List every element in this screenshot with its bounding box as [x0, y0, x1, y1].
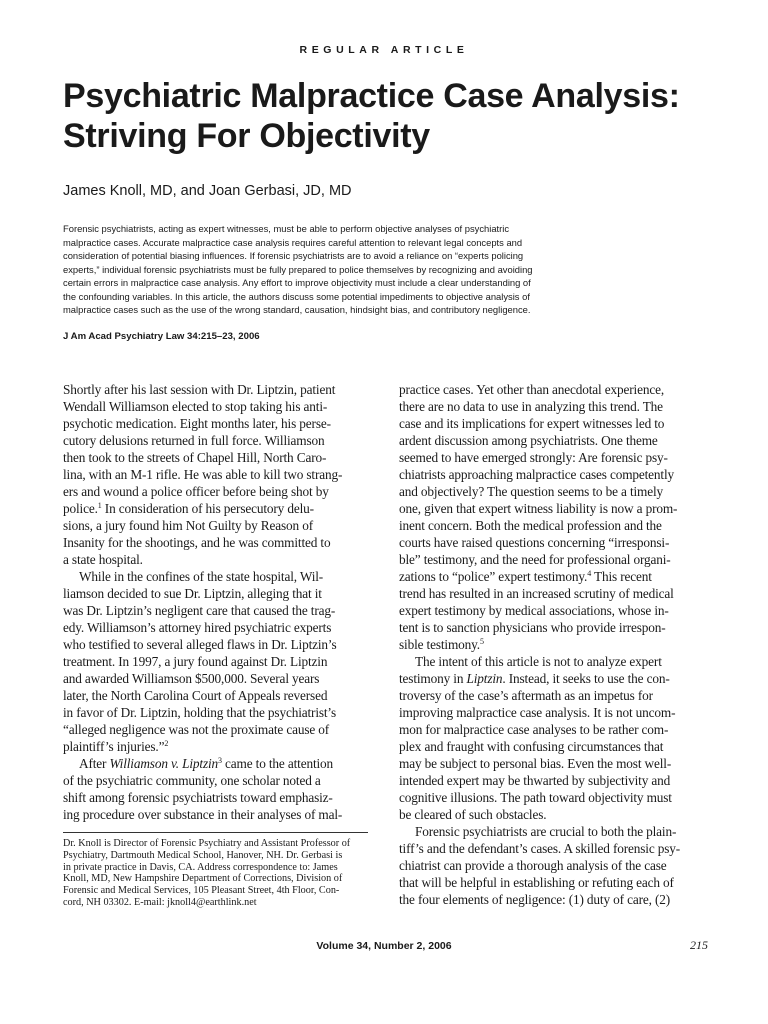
body-line: the four elements of negligence: (1) duty of care, (2) [399, 892, 671, 907]
footnote-line: Forensic and Medical Services, 105 Pleasant Street, 4th Floor, Con- [63, 885, 340, 897]
body-line: Wendall Williamson elected to stop taking his anti- [63, 399, 328, 414]
abstract-line: Forensic psychiatrists, acting as expert witnesses, must be able to perform objective analyses of psychiatric [63, 223, 510, 234]
body-line: lina, with an M-1 rifle. He was able to kill two strang- [63, 467, 343, 482]
title-line: Psychiatric Malpractice Case Analysis: [63, 77, 680, 115]
reference-marker: 3 [218, 756, 222, 765]
body-line: ardent discussion among psychiatrists. One theme [399, 433, 658, 448]
body-line: tiff’s and the defendant’s cases. A skilled forensic psy- [399, 841, 681, 856]
body-line: edy. Williamson’s attorney hired psychiatric experts [63, 620, 332, 635]
abstract [63, 222, 703, 317]
body-line: that will be helpful in establishing or refuting each of [399, 875, 674, 890]
abstract-line: malpractice cases. Accurate malpractice case analysis requires careful attention to relevant legal concepts and [63, 236, 523, 248]
body-line: The intent of this article is not to analyze expert [415, 654, 662, 669]
abstract-line: experts,” individual forensic psychiatrists must be fully prepared to police themselves by recognizing and avoiding [63, 263, 533, 275]
body-line: treatment. In 1997, a jury found against Dr. Liptzin [63, 654, 328, 669]
body-line: who testified to several alleged flaws in Dr. Liptzin’s [63, 637, 337, 652]
body-line: and awarded Williamson $500,000. Several years [63, 671, 320, 686]
page-number: 215 [690, 938, 708, 952]
body-line: shift among forensic psychiatrists toward emphasiz- [63, 790, 333, 805]
article-title [63, 76, 723, 156]
footnote-line: cord, NH 03302. E-mail: jknoll4@earthlink.net [63, 896, 257, 908]
body-line: Shortly after his last session with Dr. Liptzin, patient [63, 382, 336, 397]
body-line: in favor of Dr. Liptzin, holding that the psychiatrist’s [63, 705, 337, 720]
body-line: be cleared of such obstacles. [399, 807, 547, 822]
body-line: may be subject to personal bias. Even the most well- [399, 756, 672, 771]
abstract-line: certain errors in malpractice case analysis. Any effort to improve objectivity must include a clear understanding of [63, 277, 531, 288]
body-line: and objectively? The question seems to be a timely [399, 484, 664, 499]
body-line: chiatrist can provide a thorough analysis of the case [399, 858, 667, 873]
body-line: a state hospital. [63, 552, 143, 567]
body-line: practice cases. Yet other than anecdotal experience, [399, 382, 665, 397]
body-line: mon for malpractice case analyses to be rather com- [399, 722, 669, 737]
title-line: Striving For Objectivity [63, 117, 430, 155]
body-line: liamson decided to sue Dr. Liptzin, alleging that it [63, 586, 322, 601]
body-line: ble” testimony, and the need for professional organi- [399, 552, 671, 567]
case-name: Williamson v. Liptzin [109, 756, 219, 771]
body-line: Forensic psychiatrists are crucial to both the plain- [415, 824, 677, 839]
body-line: was Dr. Liptzin’s negligent care that caused the trag- [63, 603, 336, 618]
section-label: REGULAR ARTICLE [299, 44, 469, 56]
body-line: intended expert may be thwarted by subjectivity and [399, 773, 671, 788]
reference-marker: 5 [479, 637, 484, 646]
body-text: plaintiff’s injuries.” [63, 739, 165, 754]
body-text: came to the attention [221, 756, 334, 771]
body-line: one, given that expert witness liability is now a prom- [399, 501, 678, 516]
body-line: cutory delusions returned in full force. Williamson [63, 433, 325, 448]
case-name: Liptzin [466, 671, 503, 686]
body-line: courts have raised questions concerning “irresponsi- [399, 535, 670, 550]
authors: James Knoll, MD, and Joan Gerbasi, JD, MD [63, 183, 352, 199]
body-line: sions, a jury found him Not Guilty by Reason of [63, 518, 314, 533]
body-text: . Instead, it seeks to use the con- [502, 671, 670, 686]
abstract-line: malpractice cases such as the use of the wrong standard, causation, hindsight bias, and contributory negligence. [63, 304, 531, 315]
body-line [399, 636, 707, 653]
body-line: case and its implications for expert witnesses led to [399, 416, 665, 431]
footnote-line: in private practice in Davis, CA. Address correspondence to: James [63, 861, 338, 873]
body-line [63, 755, 371, 772]
body-line: of the psychiatric community, one scholar noted a [63, 773, 321, 788]
body-text: sible testimony. [399, 637, 480, 652]
body-line: Insanity for the shootings, and he was committed to [63, 535, 331, 550]
body-line: plex and fraught with confusing circumstances that [399, 739, 664, 754]
reference-marker: 4 [587, 569, 592, 578]
body-text: testimony in [399, 671, 467, 686]
body-text: After [79, 756, 110, 771]
journal-volume-footer: Volume 34, Number 2, 2006 [316, 940, 452, 952]
body-text: police. [63, 501, 98, 516]
body-line: trend has resulted in an increased scrutiny of medical [399, 586, 674, 601]
body-text: In consideration of his persecutory delu- [101, 501, 314, 516]
body-line [63, 738, 371, 755]
reference-marker: 2 [164, 739, 169, 748]
abstract-line: consideration of potential biasing influences. If forensic psychiatrists are to avoid a reliance on “experts policing [63, 250, 524, 261]
footnote-line: Dr. Knoll is Director of Forensic Psychiatry and Assistant Professor of [63, 838, 351, 849]
body-line: chiatrists approaching malpractice cases competently [399, 467, 675, 482]
body-line: ing procedure over substance in their analyses of mal- [63, 807, 343, 822]
body-line: then took to the streets of Chapel Hill, North Caro- [63, 450, 327, 465]
body-line: psychotic medication. Eight months later, his perse- [63, 416, 331, 431]
body-line: tent is to sanction physicians who provide irrespon- [399, 620, 666, 635]
author-footnote [63, 838, 371, 909]
body-column-right [399, 381, 707, 908]
body-text: This recent [591, 569, 652, 584]
body-line [63, 500, 371, 517]
footnote-line: Knoll, MD, New Hampshire Department of Corrections, Division of [63, 873, 343, 885]
body-line: “alleged negligence was not the proximate cause of [63, 722, 330, 737]
body-line: inent concern. Both the medical profession and the [399, 518, 662, 533]
body-line: expert testimony by medical associations, whose in- [399, 603, 669, 618]
body-column-left [63, 381, 371, 823]
journal-citation: J Am Acad Psychiatry Law 34:215–23, 2006 [63, 331, 260, 342]
body-line: later, the North Carolina Court of Appeals reversed [63, 688, 328, 703]
body-line: troversy of the case’s aftermath as an impetus for [399, 688, 653, 703]
reference-marker: 1 [97, 501, 102, 510]
footnote-line: Psychiatry, Dartmouth Medical School, Hanover, NH. Dr. Gerbasi is [63, 849, 343, 861]
body-text: zations to “police” expert testimony. [399, 569, 588, 584]
body-line [399, 568, 707, 585]
body-line: there are no data to use in analyzing this trend. The [399, 399, 663, 414]
body-line: ers and wound a police officer before being shot by [63, 484, 329, 499]
body-line: While in the confines of the state hospital, Wil- [79, 569, 324, 584]
body-line: cognitive illusions. The path toward objectivity must [399, 790, 672, 805]
footnote-divider [63, 832, 368, 833]
abstract-line: the confounding variables. In this article, the authors discuss some potential impediments to objective analysis of [63, 290, 530, 302]
body-line [399, 670, 707, 687]
body-line: seemed to have emerged strongly: Are forensic psy- [399, 450, 668, 465]
body-line: improving malpractice case analysis. It is not uncom- [399, 705, 676, 720]
